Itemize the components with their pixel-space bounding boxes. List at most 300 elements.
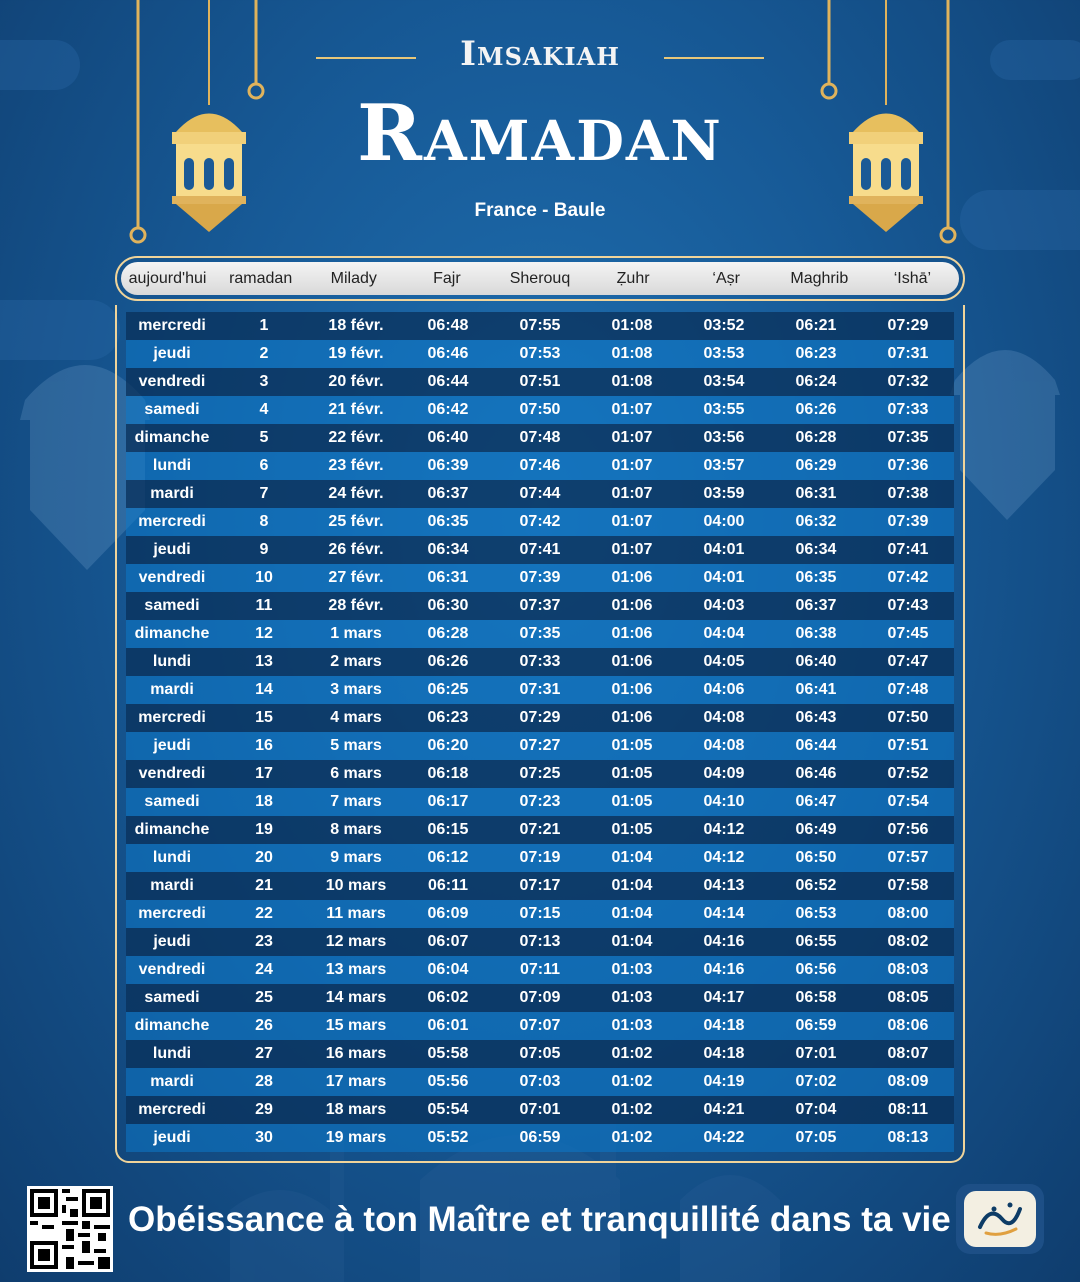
table-cell: 08:00 (887, 905, 929, 922)
location-label: France - Baule (474, 200, 606, 221)
table-cell: 07:31 (887, 345, 929, 362)
table-cell: 08:11 (887, 1101, 929, 1118)
table-cell: 06:23 (427, 709, 469, 726)
table-cell: 07:21 (519, 821, 561, 838)
table-cell: 27 (255, 1045, 273, 1062)
table-cell: 07:50 (519, 401, 561, 418)
table-cell: 11 (255, 597, 273, 614)
table-cell: 06:35 (427, 513, 469, 530)
table-row (126, 928, 954, 956)
table-row (126, 760, 954, 788)
table-cell: 01:07 (611, 541, 653, 558)
table-cell: 04:12 (703, 849, 745, 866)
table-cell: 03:55 (703, 401, 745, 418)
table-row (126, 1068, 954, 1096)
table-cell: 28 (255, 1073, 273, 1090)
table-cell: 22 févr. (328, 429, 384, 446)
table-row (126, 872, 954, 900)
table-cell: 2 (259, 345, 269, 362)
table-cell: 06:30 (427, 597, 469, 614)
table-cell: 03:52 (703, 317, 745, 334)
table-cell: 06:25 (427, 681, 469, 698)
table-cell: mercredi (138, 513, 206, 530)
table-cell: 07:05 (519, 1045, 561, 1062)
table-cell: 01:08 (611, 317, 653, 334)
table-row (126, 984, 954, 1012)
table-cell: 17 (255, 765, 273, 782)
table-cell: 4 mars (330, 709, 382, 726)
table-cell: 06:24 (795, 373, 837, 390)
table-cell: 06:07 (427, 933, 469, 950)
table-cell: 01:08 (611, 345, 653, 362)
table-cell: 07:41 (887, 541, 929, 558)
table-cell: 6 (259, 457, 269, 474)
table-cell: 04:16 (703, 933, 745, 950)
table-cell: 07:32 (887, 373, 929, 390)
table-cell: 19 mars (325, 1129, 387, 1146)
table-cell: 05:52 (427, 1129, 469, 1146)
table-cell: 01:06 (611, 597, 653, 614)
table-cell: 05:58 (427, 1045, 469, 1062)
table-cell: 3 (259, 373, 269, 390)
table-cell: 24 (255, 961, 273, 978)
table-cell: 01:07 (611, 401, 653, 418)
table-cell: 01:02 (611, 1129, 653, 1146)
table-cell: 06:59 (519, 1129, 561, 1146)
table-cell: 06:39 (427, 457, 469, 474)
table-cell: 07:42 (519, 513, 561, 530)
table-cell: 07:33 (519, 653, 561, 670)
table-cell: 07:33 (887, 401, 929, 418)
table-cell: 07:09 (519, 989, 561, 1006)
table-cell: 04:04 (703, 625, 745, 642)
table-cell: 03:57 (703, 457, 745, 474)
table-cell: jeudi (153, 933, 191, 950)
table-cell: 18 (255, 793, 273, 810)
table-cell: 06:15 (427, 821, 469, 838)
table-cell: 20 (255, 849, 273, 866)
column-header: Maghrib (790, 269, 849, 287)
table-row (126, 564, 954, 592)
table-cell: 15 (255, 709, 273, 726)
table-row (126, 844, 954, 872)
table-cell: dimanche (134, 821, 210, 838)
table-cell: 07:31 (519, 681, 561, 698)
table-cell: 04:16 (703, 961, 745, 978)
table-cell: 07:01 (795, 1045, 837, 1062)
table-cell: 06:52 (795, 877, 837, 894)
table-row (126, 1040, 954, 1068)
table-cell: 07:39 (519, 569, 561, 586)
table-cell: 5 (259, 429, 269, 446)
table-cell: jeudi (153, 541, 191, 558)
table-cell: 06:46 (427, 345, 469, 362)
table-cell: 19 (255, 821, 273, 838)
table-cell: 8 (259, 513, 269, 530)
table-cell: 06:37 (427, 485, 469, 502)
table-cell: 07:23 (519, 793, 561, 810)
page-subtitle: Imsakiah (460, 34, 620, 74)
table-cell: 06:46 (795, 765, 837, 782)
table-cell: 06:02 (427, 989, 469, 1006)
table-cell: 04:01 (703, 541, 745, 558)
table-cell: 7 mars (330, 793, 382, 810)
table-cell: lundi (152, 457, 192, 474)
table-cell: 01:07 (611, 429, 653, 446)
table-cell: 07:01 (519, 1101, 561, 1118)
table-cell: vendredi (138, 373, 206, 390)
table-cell: 04:19 (703, 1073, 745, 1090)
prayer-times-table (126, 312, 954, 1152)
table-cell: 07:35 (887, 429, 929, 446)
table-cell: 04:05 (703, 653, 745, 670)
table-cell: 07:36 (887, 457, 929, 474)
table-cell: 06:09 (427, 905, 469, 922)
table-cell: 07:03 (519, 1073, 561, 1090)
table-cell: dimanche (134, 625, 210, 642)
table-cell: 06:48 (427, 317, 469, 334)
table-cell: 8 mars (330, 821, 382, 838)
table-cell: 12 mars (325, 933, 387, 950)
table-cell: 24 févr. (328, 485, 384, 502)
table-cell: 21 févr. (328, 401, 384, 418)
table-cell: 01:04 (611, 877, 653, 894)
table-cell: 9 (259, 541, 269, 558)
table-cell: 01:05 (611, 737, 653, 754)
table-cell: 20 févr. (328, 373, 384, 390)
table-cell: 04:08 (703, 737, 745, 754)
table-cell: 06:11 (427, 877, 469, 894)
table-cell: 01:07 (611, 485, 653, 502)
table-cell: 27 févr. (328, 569, 384, 586)
table-cell: 01:02 (611, 1045, 653, 1062)
table-cell: 01:02 (611, 1073, 653, 1090)
table-cell: 04:18 (703, 1017, 745, 1034)
table-cell: 06:55 (795, 933, 837, 950)
table-cell: 1 mars (330, 625, 382, 642)
table-cell: 26 (255, 1017, 273, 1034)
table-cell: 07:57 (887, 849, 929, 866)
table-cell: 08:02 (887, 933, 929, 950)
table-cell: 07:15 (519, 905, 561, 922)
table-cell: 25 (255, 989, 273, 1006)
table-cell: 07:55 (519, 317, 561, 334)
table-cell: mercredi (138, 1101, 206, 1118)
table-cell: mardi (150, 485, 194, 502)
table-cell: 04:03 (703, 597, 745, 614)
table-cell: samedi (144, 793, 200, 810)
table-cell: 25 févr. (328, 513, 384, 530)
table-cell: 06:47 (795, 793, 837, 810)
app-logo-icon[interactable] (956, 1184, 1044, 1254)
table-cell: 04:00 (703, 513, 745, 530)
table-cell: 07:29 (519, 709, 561, 726)
table-cell: 06:12 (427, 849, 469, 866)
table-cell: dimanche (134, 429, 210, 446)
table-cell: jeudi (153, 345, 191, 362)
table-cell: 14 mars (325, 989, 387, 1006)
table-cell: 06:18 (427, 765, 469, 782)
table-row (126, 368, 954, 396)
table-row (126, 480, 954, 508)
table-cell: 04:09 (703, 765, 745, 782)
table-cell: 06:28 (427, 625, 469, 642)
table-cell: 07:11 (519, 961, 561, 978)
table-cell: 07:25 (519, 765, 561, 782)
table-cell: 01:06 (611, 709, 653, 726)
table-cell: 04:17 (703, 989, 745, 1006)
table-row (126, 816, 954, 844)
table-cell: 16 (255, 737, 273, 754)
table-cell: 07:54 (887, 793, 929, 810)
table-cell: 6 mars (330, 765, 382, 782)
table-cell: 11 mars (326, 905, 386, 922)
table-cell: 03:53 (703, 345, 745, 362)
table-cell: 06:49 (795, 821, 837, 838)
table-cell: 07:53 (519, 345, 561, 362)
table-cell: 01:04 (611, 905, 653, 922)
table-row (126, 1012, 954, 1040)
table-cell: 07:45 (887, 625, 929, 642)
table-row (126, 452, 954, 480)
table-cell: 07:56 (887, 821, 929, 838)
table-cell: 07:42 (887, 569, 929, 586)
table-cell: 7 (259, 485, 269, 502)
table-cell: dimanche (134, 1017, 210, 1034)
table-cell: 06:50 (795, 849, 837, 866)
table-cell: 06:40 (795, 653, 837, 670)
table-cell: 06:44 (795, 737, 837, 754)
table-cell: 07:50 (887, 709, 929, 726)
table-cell: 01:05 (611, 765, 653, 782)
table-row (126, 396, 954, 424)
table-cell: mardi (150, 877, 194, 894)
table-cell: 01:03 (611, 1017, 653, 1034)
table-cell: 04:22 (703, 1129, 745, 1146)
table-cell: 9 mars (330, 849, 382, 866)
table-cell: lundi (152, 1045, 192, 1062)
table-row (126, 1124, 954, 1152)
table-cell: 01:06 (611, 681, 653, 698)
table-cell: 23 févr. (328, 457, 384, 474)
column-header: ramadan (229, 269, 293, 287)
table-cell: 04:21 (703, 1101, 745, 1118)
table-cell: 07:46 (519, 457, 561, 474)
table-cell: 19 févr. (328, 345, 384, 362)
table-cell: 06:43 (795, 709, 837, 726)
table-cell: 06:59 (795, 1017, 837, 1034)
table-cell: 06:28 (795, 429, 837, 446)
table-cell: 06:01 (427, 1017, 469, 1034)
table-cell: mardi (150, 681, 194, 698)
table-cell: 08:06 (887, 1017, 929, 1034)
table-cell: 12 (255, 625, 273, 642)
table-cell: 06:40 (427, 429, 469, 446)
table-cell: mercredi (138, 317, 206, 334)
table-cell: 01:03 (611, 989, 653, 1006)
table-cell: 01:04 (611, 849, 653, 866)
table-cell: 06:44 (427, 373, 469, 390)
table-cell: 15 mars (325, 1017, 387, 1034)
table-cell: 07:48 (519, 429, 561, 446)
table-cell: 01:03 (611, 961, 653, 978)
table-cell: 29 (255, 1101, 273, 1118)
table-cell: 08:07 (887, 1045, 929, 1062)
table-cell: 07:51 (887, 737, 929, 754)
table-cell: 26 févr. (328, 541, 384, 558)
table-row (126, 508, 954, 536)
table-cell: 06:37 (795, 597, 837, 614)
table-cell: 07:39 (887, 513, 929, 530)
table-cell: 08:13 (887, 1129, 929, 1146)
table-cell: 5 mars (330, 737, 382, 754)
table-cell: 01:04 (611, 933, 653, 950)
table-cell: 03:54 (703, 373, 745, 390)
table-row (126, 900, 954, 928)
table-cell: mercredi (138, 709, 206, 726)
table-cell: mardi (150, 1073, 194, 1090)
table-row (126, 536, 954, 564)
table-cell: 2 mars (330, 653, 382, 670)
table-cell: 04:13 (703, 877, 745, 894)
table-cell: 3 mars (330, 681, 382, 698)
table-cell: 08:09 (887, 1073, 929, 1090)
table-cell: 18 mars (325, 1101, 387, 1118)
column-header: ‘Ishā’ (893, 269, 932, 287)
table-cell: 04:01 (703, 569, 745, 586)
table-cell: 08:03 (887, 961, 929, 978)
table-row (126, 704, 954, 732)
table-cell: 06:31 (795, 485, 837, 502)
table-cell: 06:31 (427, 569, 469, 586)
table-cell: 06:56 (795, 961, 837, 978)
table-row (126, 1096, 954, 1124)
table-cell: 07:07 (519, 1017, 561, 1034)
table-cell: 08:05 (887, 989, 929, 1006)
table-cell: vendredi (138, 961, 206, 978)
table-cell: samedi (144, 401, 200, 418)
table-cell: 07:05 (795, 1129, 837, 1146)
table-cell: 07:37 (519, 597, 561, 614)
table-header (115, 256, 965, 301)
table-cell: 01:05 (611, 821, 653, 838)
table-cell: 04:06 (703, 681, 745, 698)
table-cell: 04:14 (703, 905, 745, 922)
table-cell: 01:02 (611, 1101, 653, 1118)
table-cell: 13 mars (325, 961, 387, 978)
table-cell: 04:10 (703, 793, 745, 810)
table-cell: 07:41 (519, 541, 561, 558)
table-cell: 07:29 (887, 317, 929, 334)
table-cell: 01:07 (611, 457, 653, 474)
table-cell: 06:26 (427, 653, 469, 670)
table-cell: 06:42 (427, 401, 469, 418)
table-cell: 21 (255, 877, 273, 894)
footer-slogan: Obéissance à ton Maître et tranquillité dans ta vie (128, 1200, 951, 1239)
table-cell: 1 (259, 317, 269, 334)
table-cell: 06:23 (795, 345, 837, 362)
table-cell: 06:34 (427, 541, 469, 558)
table-cell: 10 (255, 569, 273, 586)
table-cell: 07:47 (887, 653, 929, 670)
table-cell: 01:06 (611, 625, 653, 642)
table-row (126, 676, 954, 704)
table-cell: 01:06 (611, 653, 653, 670)
table-row (126, 340, 954, 368)
table-cell: 01:08 (611, 373, 653, 390)
table-cell: jeudi (153, 737, 191, 754)
table-row (126, 592, 954, 620)
column-header: ‘Aṣr (712, 269, 740, 287)
table-cell: 06:29 (795, 457, 837, 474)
table-cell: jeudi (153, 1129, 191, 1146)
table-cell: 06:34 (795, 541, 837, 558)
table-cell: 07:52 (887, 765, 929, 782)
table-row (126, 424, 954, 452)
table-cell: 07:35 (519, 625, 561, 642)
table-cell: 07:17 (519, 877, 561, 894)
table-cell: 06:20 (427, 737, 469, 754)
table-cell: 07:19 (519, 849, 561, 866)
table-cell: 06:38 (795, 625, 837, 642)
table-cell: 06:17 (427, 793, 469, 810)
table-cell: 06:04 (427, 961, 469, 978)
table-cell: lundi (152, 849, 192, 866)
column-header: Ẓuhr (616, 269, 650, 287)
table-cell: 07:04 (795, 1101, 837, 1118)
table-cell: 01:05 (611, 793, 653, 810)
table-cell: vendredi (138, 569, 206, 586)
table-cell: 07:43 (887, 597, 929, 614)
table-cell: 07:48 (887, 681, 929, 698)
table-cell: 13 (255, 653, 273, 670)
table-cell: 07:02 (795, 1073, 837, 1090)
table-row (126, 620, 954, 648)
table-cell: 05:54 (427, 1101, 469, 1118)
table-cell: 06:41 (795, 681, 837, 698)
table-cell: vendredi (138, 765, 206, 782)
table-cell: 03:59 (703, 485, 745, 502)
table-row (126, 312, 954, 340)
table-row (126, 648, 954, 676)
table-cell: 4 (259, 401, 269, 418)
column-header: Sherouq (509, 269, 571, 287)
table-cell: 30 (255, 1129, 273, 1146)
column-header: Fajr (433, 269, 461, 287)
table-cell: 07:13 (519, 933, 561, 950)
page-title: Ramadan (357, 88, 723, 179)
table-cell: 22 (255, 905, 273, 922)
table-cell: 01:06 (611, 569, 653, 586)
table-cell: 06:32 (795, 513, 837, 530)
table-cell: 01:07 (611, 513, 653, 530)
table-cell: 07:51 (519, 373, 561, 390)
column-header: Milady (330, 269, 377, 287)
table-cell: mercredi (138, 905, 206, 922)
table-cell: samedi (144, 989, 200, 1006)
table-cell: samedi (144, 597, 200, 614)
table-cell: 06:58 (795, 989, 837, 1006)
table-cell: 05:56 (427, 1073, 469, 1090)
table-row (126, 956, 954, 984)
table-cell: 07:38 (887, 485, 929, 502)
table-cell: lundi (152, 653, 192, 670)
qr-code-icon[interactable] (27, 1186, 113, 1272)
table-cell: 04:08 (703, 709, 745, 726)
table-cell: 10 mars (325, 877, 387, 894)
table-cell: 16 mars (325, 1045, 387, 1062)
column-header: aujourd'hui (128, 269, 207, 287)
